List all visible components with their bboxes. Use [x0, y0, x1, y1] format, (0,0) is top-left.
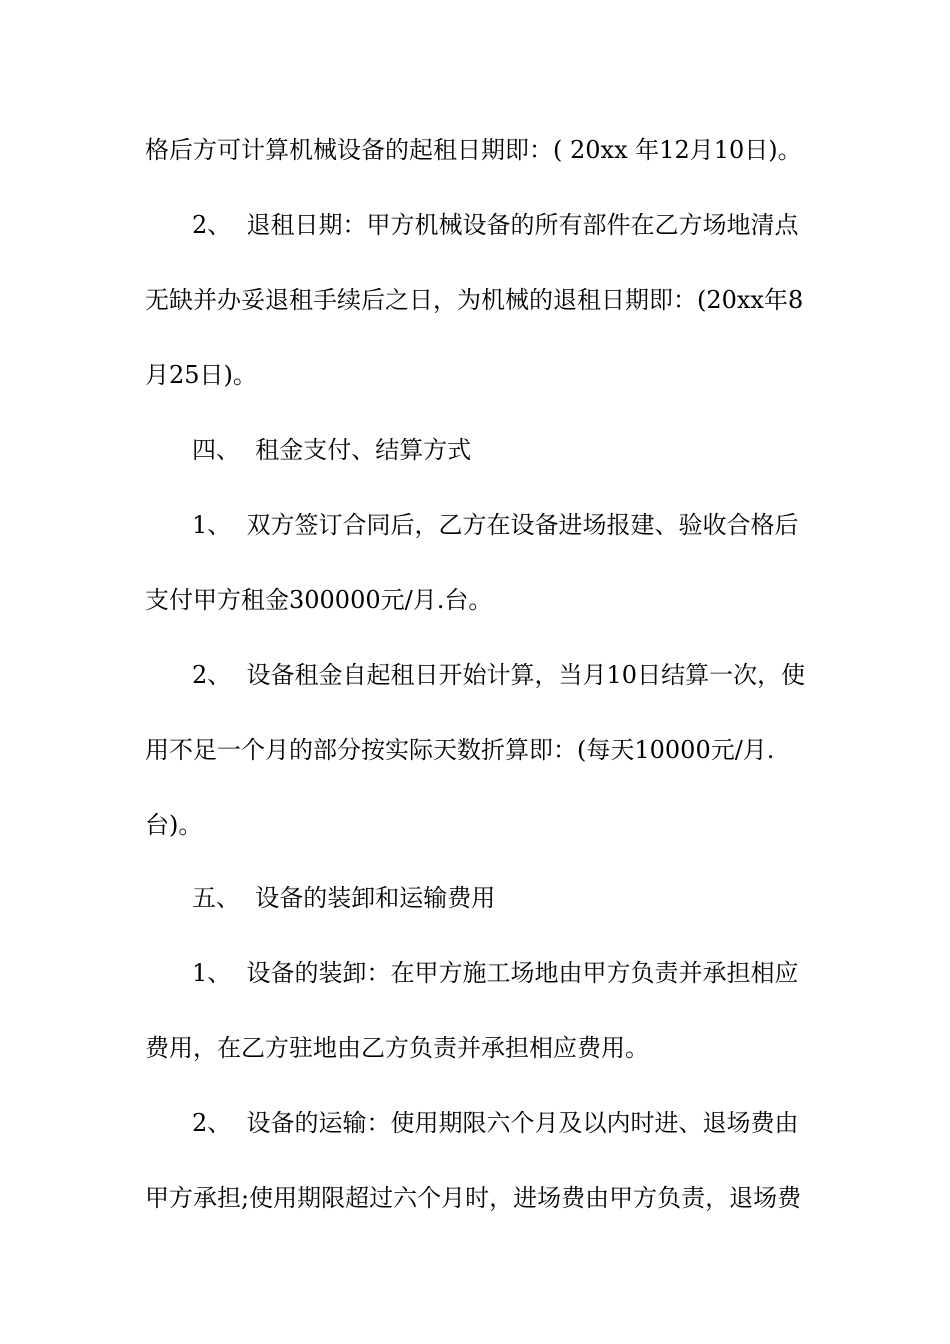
clause-heading: 1、 双方签订合同后，乙方在设备进场报建、验收合格后 — [192, 511, 799, 539]
clause-heading: 1、 设备的装卸：在甲方施工场地由甲方负责并承担相应 — [192, 959, 799, 987]
text-line: 月25日)。 — [145, 361, 257, 389]
section-heading: 五、 设备的装卸和运输费用 — [192, 884, 496, 912]
text-line: 甲方承担;使用期限超过六个月时，进场费由甲方负责，退场费 — [145, 1184, 802, 1212]
section-heading: 四、 租金支付、结算方式 — [192, 436, 472, 464]
text-line: 台)。 — [145, 811, 203, 839]
text-line: 格后方可计算机械设备的起租日期即：( 20xx 年12月10日)。 — [145, 136, 802, 164]
clause-heading: 2、 设备租金自起租日开始计算，当月10日结算一次，使 — [192, 661, 806, 689]
text-line: 费用，在乙方驻地由乙方负责并承担相应费用。 — [145, 1034, 649, 1062]
text-line: 支付甲方租金300000元/月.台。 — [145, 586, 493, 614]
clause-heading: 2、 退租日期：甲方机械设备的所有部件在乙方场地清点 — [192, 211, 799, 239]
text-line: 无缺并办妥退租手续后之日，为机械的退租日期即：(20xx年8 — [145, 286, 804, 314]
text-line: 用不足一个月的部分按实际天数折算即：(每天10000元/月. — [145, 736, 775, 764]
clause-heading: 2、 设备的运输：使用期限六个月及以内时进、退场费由 — [192, 1109, 799, 1137]
